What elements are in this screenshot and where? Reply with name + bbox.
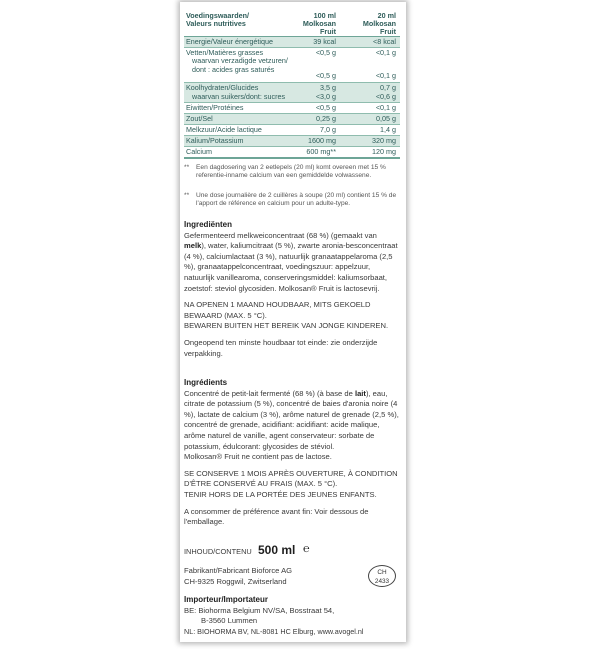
row-name: Vetten/Matières grasses: [186, 48, 264, 58]
header-col1-line2: Molkosan: [302, 19, 336, 28]
lactose-note-fr: Molkosan® Fruit ne contient pas de lactose.: [184, 452, 332, 462]
best-before-nl: Ongeopend ten minste houdbaar tot einde: zie onderzijde verpakking.: [184, 337, 378, 358]
row-value-100ml: 600 mg**: [306, 147, 336, 157]
row-value-20ml: 1,4 g: [380, 125, 396, 135]
storage-nl: NA OPENEN 1 MAAND HOUDBAAR, MITS GEKOELD BEWAARD (MAX. 5 °C).: [184, 300, 371, 320]
row-protein: [184, 103, 400, 113]
volume-value: 500 ml: [258, 543, 296, 557]
nutrition-table: [184, 10, 400, 159]
row-value-100ml: 39 kcal: [313, 37, 336, 47]
importer-block: [184, 595, 400, 637]
importer-heading: Importeur/Importateur: [184, 595, 269, 604]
header-col2-line1: 20 ml: [377, 11, 396, 20]
footnote-fr: [184, 192, 398, 208]
ingredients-fr-heading: Ingrédients: [184, 378, 228, 387]
ingredients-nl-text: [184, 231, 400, 295]
row-name: Eiwitten/Protéines: [186, 103, 244, 113]
row-value-20ml: 0,7 g: [380, 83, 396, 93]
row-value-100ml: <0,5 g: [315, 71, 336, 81]
ingredients-fr-text: [184, 389, 400, 453]
row-value-20ml: <0,1 g: [375, 48, 396, 58]
volume-label: INHOUD/CONTENU: [184, 547, 252, 556]
volume-line: [184, 543, 400, 559]
importer-nl-line: NL: BIOHORMA BV, NL-8081 HC Elburg, www.avogel.nl: [184, 626, 364, 636]
row-value-20ml: 320 mg: [372, 136, 396, 146]
best-before-fr: A consommer de préférence avant fin: Voir dessous de l'emballage.: [184, 506, 369, 527]
row-calcium: [184, 147, 400, 157]
allergen-lait: lait: [354, 388, 366, 398]
row-salt: [184, 114, 400, 124]
ingredients-fr-text-a: Concentré de petit-lait fermenté (68 %) (à base de: [184, 388, 355, 398]
header-title-nl: Voedingswaarden/: [186, 11, 249, 20]
footnote-nl: [184, 164, 398, 180]
row-subname-1: waarvan verzadigde vetzuren/: [192, 56, 288, 66]
row-value-20ml: <0,6 g: [375, 92, 396, 102]
row-value-100ml: <0,5 g: [315, 48, 336, 58]
importer-be-line-2: B-3560 Lummen: [201, 616, 258, 626]
row-name: Kalium/Potassium: [186, 136, 244, 146]
row-value-100ml: <3,0 g: [315, 92, 336, 102]
manufacturer-line-1: Fabrikant/Fabricant Bioforce AG: [184, 566, 293, 575]
row-value-100ml: 7,0 g: [320, 125, 336, 135]
children-warning-nl: BEWAREN BUITEN HET BEREIK VAN JONGE KINDEREN.: [184, 321, 389, 331]
row-value-20ml: <8 kcal: [373, 37, 396, 47]
importer-be-line-1: BE: Biohorma Belgium NV/SA, Bosstraat 54,: [184, 605, 335, 615]
row-energy: [184, 37, 400, 47]
row-name: Zout/Sel: [186, 114, 213, 124]
product-label: [180, 2, 406, 642]
ingredients-nl-heading: Ingrediënten: [184, 220, 233, 229]
header-col2-line2: Molkosan: [362, 19, 396, 28]
ingredients-nl-text-b: ), water, kaliumcitraat (5 %), zwarte aronia-besconcentraat (4 %), calciumlactaat (3 %), natuurlijk granaatappelaroma (2,5 %), granaatappelconcentraat, voedingszuur: appelzuur, natuurlijk vanillearoma, conserveringsmiddel: kaliumsorbaat, zoetstof: steviol glycosiden. Molkosan® Fruit is lactosevrij.: [184, 241, 398, 293]
children-warning-fr: TENIR HORS DE LA PORTÉE DES JEUNES ENFANTS.: [184, 489, 377, 499]
storage-fr: SE CONSERVE 1 MOIS APRÈS OUVERTURE, À CONDITION D'ÊTRE CONSERVÉ AU FRAIS (MAX. 5 °C).: [184, 468, 398, 489]
row-lactic-acid: [184, 125, 400, 135]
row-value-100ml: <0,5 g: [315, 103, 336, 113]
ingredients-nl-text-a: Gefermenteerd melkweiconcentraat (68 %) (gemaakt van: [184, 230, 377, 240]
ingredients-fr-section: [184, 378, 400, 528]
ch-identification-badge: [368, 565, 396, 587]
row-value-20ml: 120 mg: [372, 147, 396, 157]
row-name: Melkzuur/Acide lactique: [186, 125, 262, 135]
row-value-100ml: 3,5 g: [320, 83, 336, 93]
row-name: Calcium: [186, 147, 212, 157]
nutrition-header: [184, 10, 400, 36]
footnote-mark: **: [184, 192, 190, 199]
row-value-20ml: <0,1 g: [375, 103, 396, 113]
badge-country: CH: [377, 569, 387, 576]
footnote-text: Een dagdosering van 2 eetlepels (20 ml) komt overeen met 15 % referentie-inname calcium van een gemiddelde volwassene.: [196, 164, 386, 179]
row-value-100ml: 0,25 g: [316, 114, 336, 124]
row-subname: waarvan suikers/dont: sucres: [192, 92, 286, 102]
table-rule: [184, 157, 400, 158]
ingredients-nl-section: [184, 220, 400, 359]
row-fat: [184, 48, 400, 82]
header-title-fr: Valeurs nutritives: [186, 19, 246, 28]
row-name: Energie/Valeur énergétique: [186, 37, 273, 47]
row-potassium: [184, 136, 400, 146]
manufacturer-line-2: CH-9325 Roggwil, Zwitserland: [184, 576, 287, 586]
allergen-milk: melk: [184, 241, 202, 251]
row-value-20ml: 0,05 g: [376, 114, 396, 124]
row-subname-2: dont : acides gras saturés: [192, 65, 275, 75]
estimated-sign-icon: ℮: [303, 543, 310, 555]
row-name: Koolhydraten/Glucides: [186, 83, 259, 93]
row-value-100ml: 1600 mg: [308, 136, 336, 146]
footnote-mark: **: [184, 164, 190, 171]
ingredients-fr-text-b: ), eau, citrate de potassium (5 %), concentré de baies d'aronia noire (4 %), lactate de calcium (3 %), arôme naturel de grenade (2,5 %), concentré de grenade, acidifiant: acidifiant: acide malique, arôme naturel de vanille, agent conservateur: sorbate de potassium, édulcorant: glycosides de stéviol.: [184, 388, 399, 451]
badge-number: 2433: [374, 578, 390, 585]
header-col2-line3: Fruit: [380, 27, 396, 36]
header-col1-line1: 100 ml: [313, 11, 336, 20]
row-value-20ml: <0,1 g: [375, 71, 396, 81]
footnote-text: Une dose journalière de 2 cuillères à soupe (20 ml) contient 15 % de l'apport de référence en calcium pour un adulte-type.: [196, 192, 397, 207]
row-carbs: [184, 83, 400, 102]
header-col1-line3: Fruit: [320, 27, 336, 36]
